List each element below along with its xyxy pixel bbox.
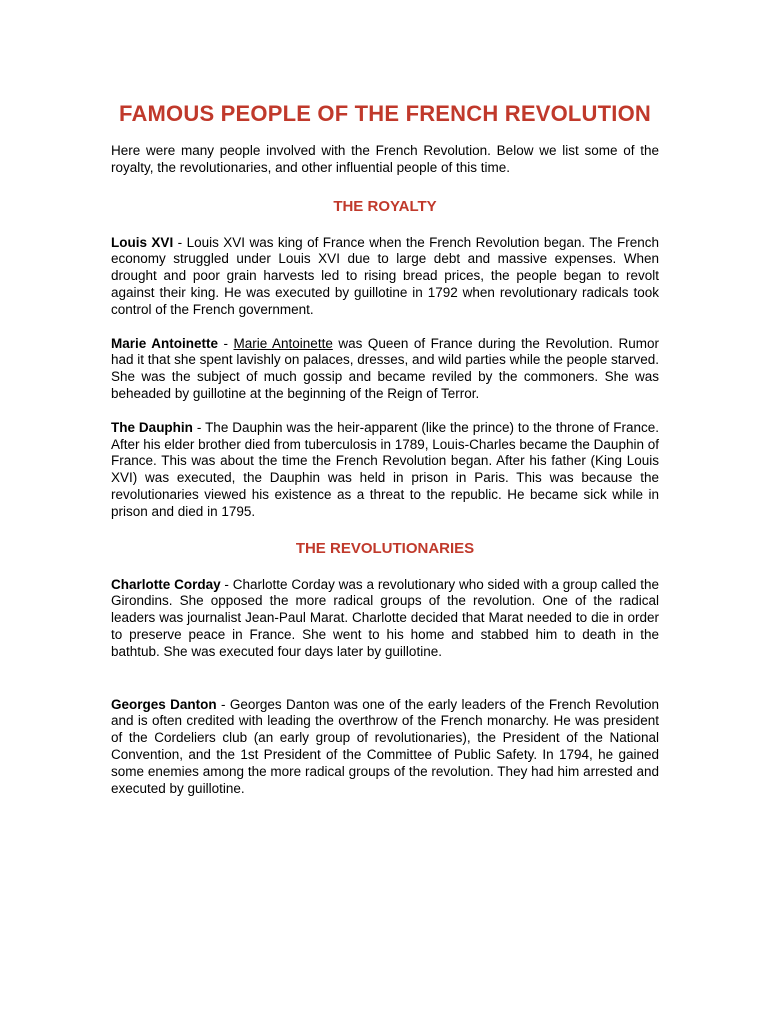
entry-name: The Dauphin bbox=[111, 419, 193, 435]
section-heading-royalty: THE ROYALTY bbox=[333, 197, 437, 215]
entry-separator: - bbox=[192, 419, 206, 435]
entry-text: Louis XVI was king of France when the French Revolution began. The French economy struggled under Louis XVI due to large debt and massive expenses. When drought and poor grain harvests led to rising bread prices, the people began to revolt against their king. He was executed by guillotine in 1792 when revolutionary radicals took control of the French government. bbox=[111, 234, 660, 317]
entry-charlotte-corday bbox=[111, 577, 659, 661]
entry-separator: - bbox=[220, 576, 233, 592]
entry-name: Charlotte Corday bbox=[111, 576, 221, 592]
entry-text: Charlotte Corday was a revolutionary who sided with a group called the Girondins. She opposed the more radical groups of the revolution. One of the radical leaders was journalist Jean-Paul Marat. Charlotte decided that Marat needed to die in order to preserve peace in France. She went to his home and stabbed him to death in the bathtub. She was executed four days later by guillotine. bbox=[111, 576, 659, 659]
entry-marie-antoinette bbox=[111, 336, 659, 403]
page-title: FAMOUS PEOPLE OF THE FRENCH REVOLUTION bbox=[119, 101, 651, 126]
entry-separator: - bbox=[216, 696, 230, 712]
marie-antoinette-link[interactable]: Marie Antoinette bbox=[233, 335, 333, 351]
entry-name: Marie Antoinette bbox=[111, 335, 219, 351]
entry-separator: - bbox=[218, 335, 234, 351]
intro-paragraph: Here were many people involved with the French Revolution. Below we list some of the royalty, the revolutionaries, and other influential people of this time. bbox=[111, 143, 659, 175]
entry-separator: - bbox=[173, 234, 187, 250]
entry-name: Louis XVI bbox=[111, 234, 174, 250]
entry-text: Georges Danton was one of the early leaders of the French Revolution and is often credited with leading the overthrow of the French monarchy. He was president of the Cordeliers club (an early group of revolutionaries), the President of the National Convention, and the 1st President of the Committee of Public Safety. In 1794, he gained some enemies among the more radical groups of the revolution. They had him arrested and executed by guillotine. bbox=[111, 696, 660, 796]
entry-the-dauphin bbox=[111, 420, 659, 521]
entry-text: was Queen of France during the Revolution. Rumor had it that she spent lavishly on palaces, dresses, and wild parties while the people starved. She was the subject of much gossip and became reviled by the commoners. She was beheaded by guillotine at the beginning of the Reign of Terror. bbox=[111, 335, 659, 401]
section-heading-revolutionaries: THE REVOLUTIONARIES bbox=[295, 539, 475, 557]
entry-georges-danton bbox=[111, 697, 659, 798]
entry-louis-xvi bbox=[111, 235, 659, 319]
entry-name: Georges Danton bbox=[111, 696, 217, 712]
entry-text: The Dauphin was the heir-apparent (like the prince) to the throne of France. After his elder brother died from tuberculosis in 1789, Louis-Charles became the Dauphin of France. This was about the time the French Revolution began. After his father (King Louis XVI) was executed, the Dauphin was held in prison in Paris. This was because the revolutionaries viewed his existence as a threat to the republic. He became sick while in prison and died in 1795. bbox=[111, 419, 659, 519]
